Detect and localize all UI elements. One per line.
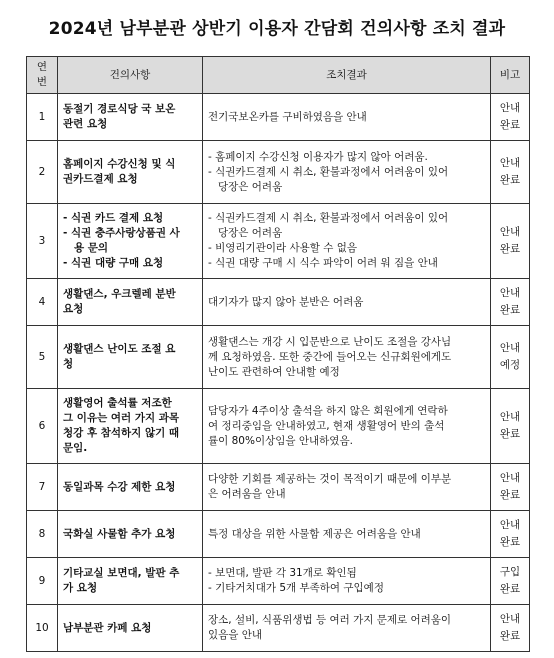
note-cell-line: 안내	[499, 411, 521, 423]
result-cell-line: 여 정리중임을 안내하였고, 현재 생활영어 반의 출석	[208, 419, 445, 432]
header-result: 조치결과	[203, 57, 491, 94]
proposal-cell	[58, 558, 203, 605]
note-cell	[491, 279, 530, 326]
note-cell	[491, 511, 530, 558]
result-cell	[203, 464, 491, 511]
row-number: 10	[27, 605, 58, 652]
proposal-cell-line: 가 요청	[63, 582, 98, 594]
table-header-row	[27, 57, 530, 94]
result-cell-line: 대기자가 많지 않아 분반은 어려움	[208, 295, 364, 308]
result-cell-line: 난이도 관련하여 안내할 예정	[208, 365, 340, 378]
result-cell-line: 전기국보온카를 구비하였음을 안내	[208, 110, 367, 123]
note-cell-line: 안내	[499, 226, 521, 238]
proposal-cell-line: 생활댄스, 우크렐레 분반	[63, 288, 176, 300]
proposal-cell	[58, 204, 203, 279]
result-cell	[203, 141, 491, 204]
row-number: 6	[27, 389, 58, 464]
proposal-cell-line: 남부분관 카페 요청	[63, 621, 152, 634]
proposal-cell-line: - 식권 대량 구매 요청	[63, 257, 164, 269]
proposal-cell-line: 청	[63, 358, 74, 370]
note-cell-line: 예정	[499, 359, 521, 371]
proposal-cell	[58, 605, 203, 652]
header-proposal: 건의사항	[58, 57, 203, 94]
proposal-cell-line: 생활댄스 난이도 조절 요	[63, 343, 176, 355]
note-cell	[491, 204, 530, 279]
table-row	[27, 141, 530, 204]
result-cell	[203, 511, 491, 558]
note-cell-line: 구입	[499, 566, 521, 578]
row-number: 2	[27, 141, 58, 204]
result-cell-line: - 식권카드결제 시 취소, 환불과정에서 어려움이 있어	[208, 212, 449, 224]
note-cell	[491, 558, 530, 605]
proposal-cell-line: 동절기 경로식당 국 보온	[63, 103, 176, 115]
proposal-cell	[58, 511, 203, 558]
proposal-cell-line: - 식권 충주사랑상품권 사	[63, 227, 180, 239]
note-cell-line: 안내	[499, 613, 521, 625]
proposal-cell-line: 홈페이지 수강신청 및 식	[63, 158, 176, 170]
note-cell-line: 완료	[499, 119, 521, 131]
proposal-cell-line: 기타교실 보면대, 발판 추	[63, 567, 180, 579]
table-row	[27, 558, 530, 605]
note-cell-line: 안내	[499, 287, 521, 299]
result-cell-line: 께 요청하였음. 또한 중간에 들어오는 신규회원에게도	[208, 350, 452, 363]
note-cell-line: 완료	[499, 243, 521, 255]
note-cell-line: 완료	[499, 489, 521, 501]
result-cell-line: 은 어려움을 안내	[208, 488, 286, 500]
proposal-cell	[58, 279, 203, 326]
table-row	[27, 94, 530, 141]
row-number: 7	[27, 464, 58, 511]
result-cell	[203, 94, 491, 141]
result-cell	[203, 326, 491, 389]
result-cell	[203, 389, 491, 464]
document-title: 2024년 남부분관 상반기 이용자 간담회 건의사항 조치 결과	[48, 19, 506, 39]
note-cell-line: 안내	[499, 472, 521, 484]
note-cell	[491, 94, 530, 141]
proposal-cell-line: 요청	[63, 303, 84, 315]
note-cell	[491, 605, 530, 652]
proposal-cell-line: 권카드결제 요청	[63, 173, 138, 185]
note-cell-line: 완료	[499, 428, 521, 440]
header-no: 연번	[27, 57, 58, 94]
proposal-cell-line: 관련 요청	[63, 118, 108, 130]
proposal-cell-line: 국화실 사물함 추가 요청	[63, 527, 176, 540]
row-number: 5	[27, 326, 58, 389]
proposal-cell	[58, 94, 203, 141]
note-cell-line: 안내	[499, 342, 521, 354]
result-cell-line: 생활댄스는 개강 시 입문반으로 난이도 조절을 강사님	[208, 335, 452, 348]
note-cell-line: 완료	[499, 304, 521, 316]
note-cell	[491, 464, 530, 511]
result-cell-line: - 홈페이지 수강신청 이용자가 많지 않아 어려움.	[208, 150, 428, 163]
result-cell-line: - 비영리기관이라 사용할 수 없음	[208, 242, 357, 254]
note-cell-line: 완료	[499, 583, 521, 595]
note-cell-line: 안내	[499, 157, 521, 169]
result-cell-line: 있음을 안내	[208, 629, 263, 641]
result-cell-line: - 보면대, 발판 각 31개로 확인됨	[208, 567, 357, 579]
table-row	[27, 279, 530, 326]
note-cell-line: 완료	[499, 536, 521, 548]
note-cell-line: 완료	[499, 630, 521, 642]
proposal-cell-line: 용 문의	[63, 242, 109, 254]
result-cell-line: 특정 대상을 위한 사물함 제공은 어려움을 안내	[208, 527, 421, 540]
table-row	[27, 605, 530, 652]
result-cell	[203, 605, 491, 652]
header-note: 비고	[491, 57, 530, 94]
proposal-cell	[58, 141, 203, 204]
result-cell-line: - 기타거치대가 5개 부족하여 구입예정	[208, 582, 384, 594]
note-cell-line: 안내	[499, 519, 521, 531]
proposal-cell-line: 청강 후 참석하지 않기 때	[63, 427, 180, 439]
result-cell-line: - 식권 대량 구매 시 식수 파악이 어려 워 짐을 안내	[208, 257, 438, 269]
results-table	[26, 56, 530, 652]
proposal-cell-line: 그 이유는 여러 가지 과목	[63, 412, 180, 424]
note-cell	[491, 389, 530, 464]
result-cell	[203, 279, 491, 326]
note-cell-line: 완료	[499, 174, 521, 186]
result-cell-line: 장소, 설비, 식품위생법 등 여러 가지 문제로 어려움이	[208, 614, 452, 626]
result-cell-line: 담당자가 4주이상 출석을 하지 않은 회원에게 연락하	[208, 404, 448, 417]
result-cell	[203, 558, 491, 605]
proposal-cell-line: 동일과목 수강 제한 요청	[63, 480, 176, 493]
row-number: 9	[27, 558, 58, 605]
proposal-cell-line: 문임.	[63, 442, 88, 454]
result-cell	[203, 204, 491, 279]
row-number: 8	[27, 511, 58, 558]
note-cell-line: 안내	[499, 102, 521, 114]
proposal-cell	[58, 389, 203, 464]
table-row	[27, 511, 530, 558]
table-row	[27, 204, 530, 279]
note-cell	[491, 326, 530, 389]
row-number: 1	[27, 94, 58, 141]
table-row	[27, 464, 530, 511]
result-cell-line: 률이 80%이상임을 안내하였음.	[208, 434, 353, 447]
table-row	[27, 389, 530, 464]
result-cell-line: 당장은 어려움	[208, 180, 283, 193]
proposal-cell-line: 생활영어 출석률 저조한	[63, 397, 172, 409]
row-number: 4	[27, 279, 58, 326]
proposal-cell	[58, 464, 203, 511]
row-number: 3	[27, 204, 58, 279]
note-cell	[491, 141, 530, 204]
result-cell-line: 당장은 어려움	[208, 227, 283, 239]
proposal-cell	[58, 326, 203, 389]
result-cell-line: - 식권카드결제 시 취소, 환불과정에서 어려움이 있어	[208, 165, 449, 178]
result-cell-line: 다양한 기회를 제공하는 것이 목적이기 때문에 이부분	[208, 473, 452, 485]
table-row	[27, 326, 530, 389]
proposal-cell-line: - 식권 카드 결제 요청	[63, 212, 164, 224]
